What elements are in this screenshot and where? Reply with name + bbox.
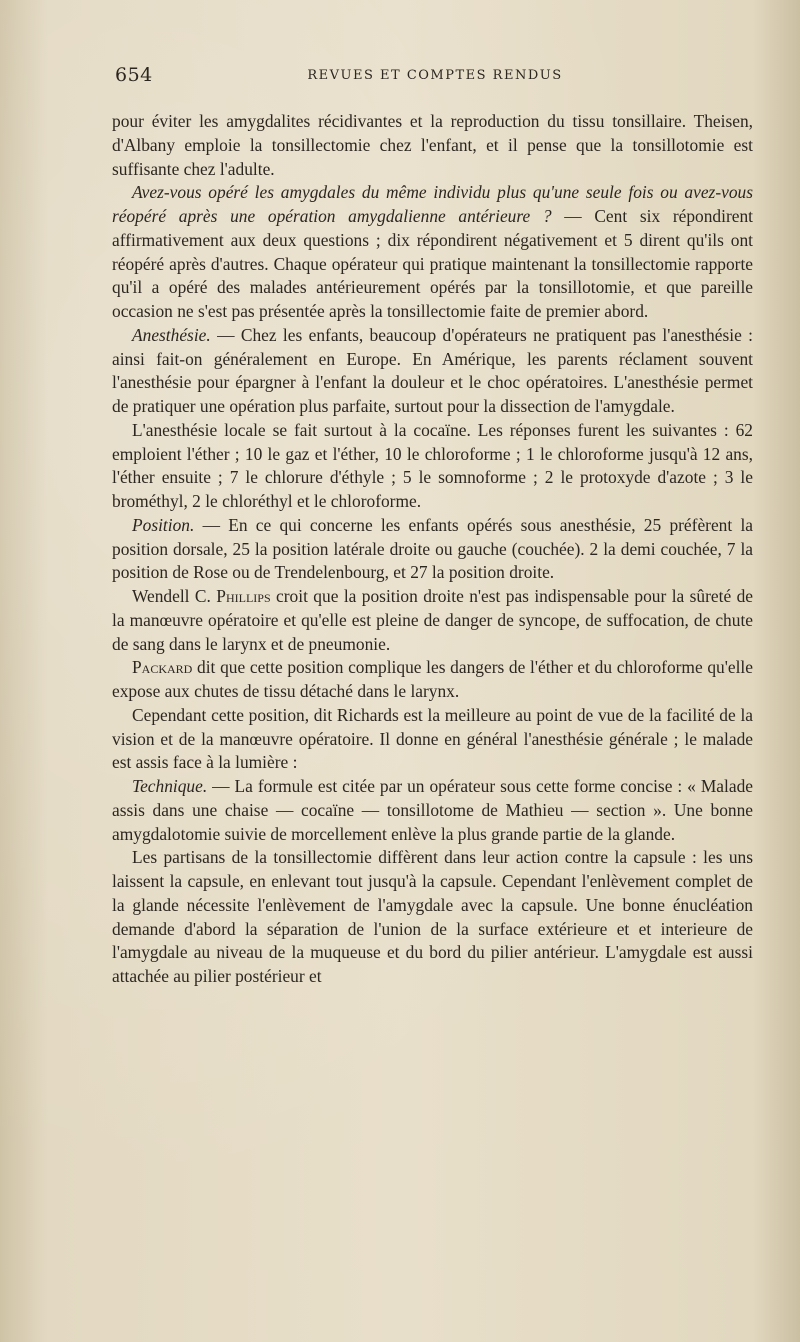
paragraph-7 (112, 656, 753, 704)
survey-answer: — Cent six répondirent affirmativement aux deux questions ; dix répondirent négativement et 5 dirent qu'ils ont réopéré après d'autres. Chaque opérateur qui pratique maintenant la tonsillectomie rapporte qu'il a opéré des malades antérieurement opérés par la tonsillotomie, et que pareille occasion ne s'est pas présentée après la tonsillectomie faite de premier abord. (112, 206, 753, 321)
paragraph-text: — La formule est citée par un opérateur sous cette forme concise : « Malade assis dans une chaise — cocaïne — tonsillotome de Mathieu — section ». Une bonne amygdalotomie suivie de morcellement enlève la plus grande partie de la glande. (112, 776, 753, 844)
body-text (112, 110, 753, 989)
paragraph-technique (112, 775, 753, 846)
paragraph-1: pour éviter les amygdalites récidivantes et la reproduction du tissu tonsillaire. Theisen, d'Albany emploie la tonsillectomie chez l'enfant, et il pense que la tonsillotomie est suffisante chez l'adulte. (112, 111, 753, 179)
paragraph-6 (112, 585, 753, 656)
paragraph-2 (112, 181, 753, 324)
paragraph-text: croit que la position droite n'est pas indispensable pour la sûreté de la manœuvre opératoire et qu'elle est pleine de danger de syncope, de suffocation, de chute de sang dans le larynx et de pneumonie. (112, 586, 754, 654)
page-header (115, 64, 755, 88)
paragraph-text: dit que cette position complique les dangers de l'éther et du chloroforme qu'elle expose aux chutes de tissu détaché dans le larynx. (112, 657, 753, 701)
section-heading-position: Position. (132, 514, 195, 535)
section-heading-anesthesie: Anesthésie. (132, 324, 211, 345)
paragraph-anesthesie (112, 324, 753, 419)
author-initials: Wendell C. (132, 586, 217, 606)
page-number: 654 (115, 64, 153, 86)
survey-question: Avez-vous opéré les amygdales du même individu plus qu'une seule fois ou avez-vous réopéré après une opération amygdalienne antérieure ? (112, 182, 753, 226)
paragraph-position (112, 514, 753, 585)
author-name-packard: Packard (132, 657, 193, 678)
paragraph-8: Cependant cette position, dit Richards est la meilleure au point de vue de la facilité de la vision et de la manœuvre opératoire. Il donne en général l'anesthésie générale ; le malade est assis face à la lumière : (112, 704, 753, 773)
author-name-phillips: Phillips (216, 586, 271, 606)
running-title: REVUES ET COMPTES RENDUS (307, 68, 563, 83)
paragraph-text: — En ce qui concerne les enfants opérés sous anesthésie, 25 préfèrent la position dorsale, 25 la position latérale droite ou gauche (couchée). 2 la demi couchée, 7 la position de Rose ou de Trendelenbourg, et 27 la position droite. (112, 514, 753, 583)
paragraph-text: — Chez les enfants, beaucoup d'opérateurs ne pratiquent pas l'anesthésie : ainsi fait-on généralement en Europe. En Amérique, les parents réclament souvent l'anesthésie pour épargner à l'enfant la douleur et le choc opératoires. L'anesthésie permet de pratiquer une opération plus parfaite, surtout pour la dissection de l'amygdale. (112, 324, 753, 416)
section-heading-technique: Technique. (132, 776, 208, 796)
paragraph-10: Les partisans de la tonsillectomie diffèrent dans leur action contre la capsule : les uns laissent la capsule, en enlevant tout jusqu'à la capsule. Cependant l'enlèvement complet de la glande nécessite l'enlèvement de l'amygdale avec la capsule. Une bonne énucléation demande d'abord la séparation de l'union de la surface extérieure et et interieure de l'amygdale au niveau de la muqueuse et du bord du pilier antérieur. L'amygdale est aussi attachée au pilier postérieur et (112, 847, 753, 986)
paragraph-4: L'anesthésie locale se fait surtout à la cocaïne. Les réponses furent les suivantes : 62 emploient l'éther ; 10 le gaz et l'éther, 10 le chloroforme ; 1 le chloroforme jusqu'à 12 ans, l'éther ensuite ; 7 le chlorure d'éthyle ; 5 le somnoforme ; 2 le protoxyde d'azote ; 3 le brométhyl, 2 le chloréthyl et le chloroforme. (112, 419, 753, 511)
